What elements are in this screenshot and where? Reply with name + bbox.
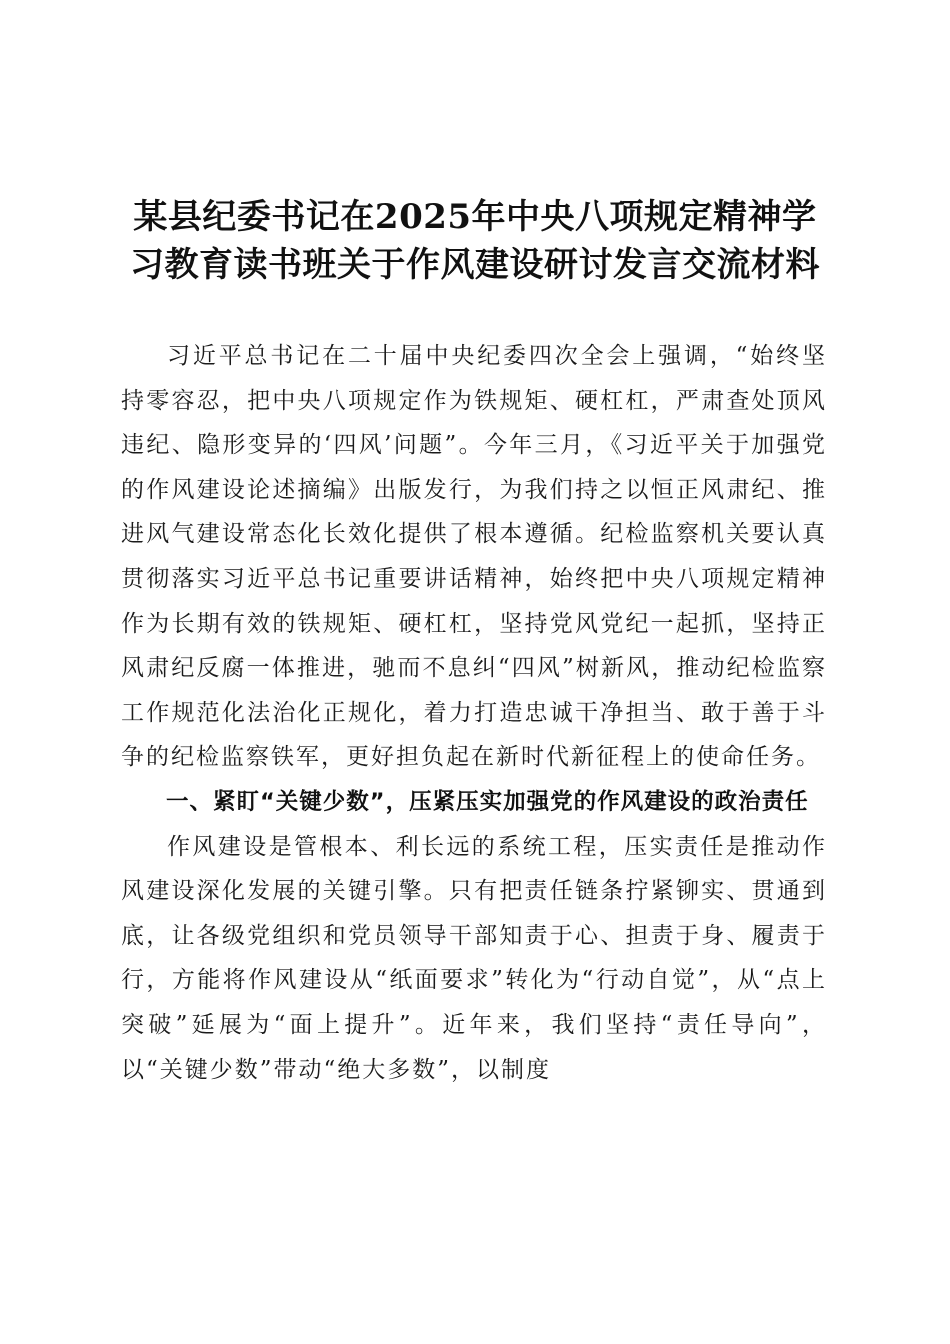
section-1-paragraph: 作风建设是管根本、利长远的系统工程，压实责任是推动作风建设深化发展的关键引擎。只有把责任链条拧紧铆实、贯通到底，让各级党组织和党员领导干部知责于心、担责于身、履责于行，方能将作风建设从“纸面要求”转化为“行动自觉”，从“点上突破”延展为“面上提升”。近年来，我们坚持“责任导向”，以“关键少数”带动“绝大多数”，以制度: [121, 833, 827, 1083]
intro-paragraph: 习近平总书记在二十届中央纪委四次全会上强调，“始终坚持零容忍，把中央八项规定作为铁规矩、硬杠杠，严肃查处顶风违纪、隐形变异的‘四风’问题”。今年三月，《习近平关于加强党的作风建设论述摘编》出版发行，为我们持之以恒正风肃纪、推进风气建设常态化长效化提供了根本遵循。纪检监察机关要认真贯彻落实习近平总书记重要讲话精神，始终把中央八项规定精神作为长期有效的铁规矩、硬杠杠，坚持党风党纪一起抓，坚持正风肃纪反腐一体推进，驰而不息纠“四风”树新风，推动纪检监察工作规范化法治化正规化，着力打造忠诚干净担当、敢于善于斗争的纪检监察铁军，更好担负起在新时代新征程上的使命任务。: [121, 343, 827, 771]
section-heading-1: 一、紧盯“关键少数”，压紧压实加强党的作风建设的政治责任: [166, 788, 809, 815]
title-line-1: 某县纪委书记在2025年中央八项规定精神学: [133, 197, 817, 237]
document-body: [121, 334, 827, 1092]
title-line-2: 习教育读书班关于作风建设研讨发言交流材料: [130, 245, 820, 285]
document-title: [100, 193, 850, 289]
